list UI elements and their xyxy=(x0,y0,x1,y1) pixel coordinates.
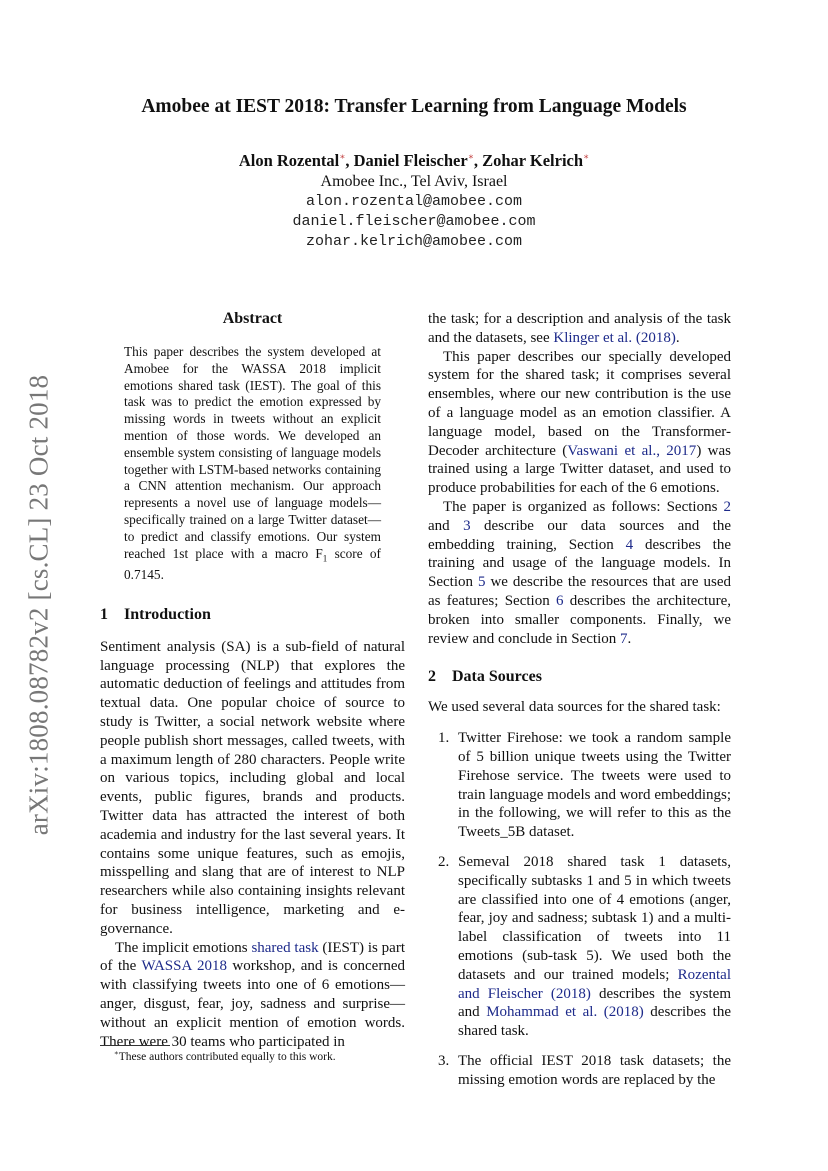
author-name: Alon Rozental xyxy=(238,151,340,170)
author-mark: ∗ xyxy=(339,151,346,162)
data-source-list xyxy=(428,729,731,1089)
section-ref-link[interactable]: 5 xyxy=(477,574,486,591)
right-paragraph-1: the task; for a description and analysis of the task and the datasets, see Klinger et al. (2018). xyxy=(428,311,731,346)
author-mark: ∗ xyxy=(583,151,590,162)
right-paragraph-2: This paper describes our specially developed system for the shared task; it comprises several ensembles, where our new contribution is the use of a language model as an emotion classifier. A language model, based on the Transformer-Decoder architecture (Vaswani et al., 2017) was trained using a large Twitter dataset, and used to produce probabilities for each of the 6 emotions. xyxy=(428,348,731,497)
section-heading-data-sources: 2 Data Sources xyxy=(428,668,542,686)
list-item: 2. Semeval 2018 shared task 1 datasets, specifically subtasks 1 and 5 in which tweets are classified into one of 4 emotions (anger, fear, joy and sadness; subtask 1) and a multi-label classification of tweets into 11 emotions (sub-task 5). We used both the datasets and our trained models; Rozental and Fleischer (2018) describes the system and Mohammad et al. (2018) describes the shared task. xyxy=(438,853,731,1040)
section-ref-link[interactable]: 3 xyxy=(463,517,471,534)
abstract-text: This paper describes the system developed at Amobee for the WASSA 2018 implicit emotions shared task (IEST). The goal of this task was to predict the emotion expressed by missing words in tweets without an explicit mention of those words. We developed an ensemble system consisting of language models together with LSTM-based networks containing a CNN attention mechanism. Our approach represents a novel use of language models—specifically trained on a large Twitter dataset—to predict and classify emotions. Our system reached 1st place with a macro $F_1$ score of 0.7145. xyxy=(124,344,381,583)
section-ref-link[interactable]: 7 xyxy=(620,630,628,647)
footnote: ∗These authors contributed equally to this work. xyxy=(114,1049,336,1063)
section-ref-link[interactable]: 4 xyxy=(625,536,634,553)
wassa-link[interactable]: WASSA 2018 xyxy=(141,958,227,975)
list-item: 3. The official IEST 2018 task datasets; the missing emotion words are replaced by the xyxy=(438,1052,731,1088)
left-column xyxy=(100,310,405,1051)
email-address: daniel.fleischer@amobee.com xyxy=(292,213,536,230)
list-item: 1. Twitter Firehose: we took a random sample of 5 billion unique tweets using the Twitter Firehose service. The tweets were used to train language models and word embeddings; in the following, we will refer to this as the Tweets_5B dataset. xyxy=(438,730,731,841)
author-mark: ∗ xyxy=(467,151,474,162)
section-heading-introduction: 1 Introduction xyxy=(100,605,211,623)
intro-paragraph-2: The implicit emotions shared task (IEST) is part of the WASSA 2018 workshop, and is concerned with classifying tweets into one of 6 emotions—anger, disgust, fear, joy, sadness and surprise—without an explicit mention of emotion words. There were 30 teams who participated in xyxy=(100,939,406,1050)
footnote-rule xyxy=(100,1045,170,1046)
citation-link[interactable]: Rozental and Fleischer (2018) xyxy=(458,966,731,1002)
shared-task-link[interactable]: shared task xyxy=(251,939,319,956)
citation-link[interactable]: Mohammad et al. (2018) xyxy=(486,1004,644,1021)
email-list xyxy=(0,192,828,252)
citation-link[interactable]: Vaswani et al., 2017 xyxy=(567,442,697,459)
paper-title: Amobee at IEST 2018: Transfer Learning from Language Models xyxy=(141,96,687,117)
section-ref-link[interactable]: 6 xyxy=(555,592,564,609)
author-list: Alon Rozental∗, Daniel Fleischer∗, Zohar Kelrich∗ xyxy=(238,151,590,170)
author-name: Daniel Fleischer xyxy=(353,151,468,170)
affiliation: Amobee Inc., Tel Aviv, Israel xyxy=(320,173,508,190)
email-address: zohar.kelrich@amobee.com xyxy=(305,233,523,250)
intro-paragraph-1: Sentiment analysis (SA) is a sub-field of natural language processing (NLP) that explores the automatic deduction of feelings and attitudes from textual data. One popular choice of source to study is Twitter, a social network website where people publish short messages, called tweets, with a maximum length of 280 characters. People write on various topics, including global and local events, public figures, brands and products. Twitter data has attracted the interest of both academia and industry for the last several years. It contains some unique features, such as emojis, misspelling and slang that are of interest to NLP researchers while also containing insights relevant for business intelligence, marketing and e-governance. xyxy=(100,638,405,937)
arxiv-id: arXiv:1808.08782v2 [cs.CL] 23 Oct 2018 xyxy=(23,374,54,836)
abstract-title: Abstract xyxy=(222,310,283,327)
email-address: alon.rozental@amobee.com xyxy=(305,193,523,210)
right-paragraph-3: The paper is organized as follows: Sections 2 and 3 describe our data sources and the embedding training, Section 4 describes the training and usage of the language models. In Section 5 we describe the resources that are used as features; Section 6 describes the architecture, broken into smaller components. Finally, we review and conclude in Section 7. xyxy=(428,498,732,647)
arxiv-watermark xyxy=(24,365,54,845)
data-sources-intro: We used several data sources for the shared task: xyxy=(428,699,721,716)
section-ref-link[interactable]: 2 xyxy=(723,498,731,515)
author-name: Zohar Kelrich xyxy=(482,151,584,170)
right-column xyxy=(428,310,731,1089)
citation-link[interactable]: Klinger et al. (2018) xyxy=(553,329,676,346)
